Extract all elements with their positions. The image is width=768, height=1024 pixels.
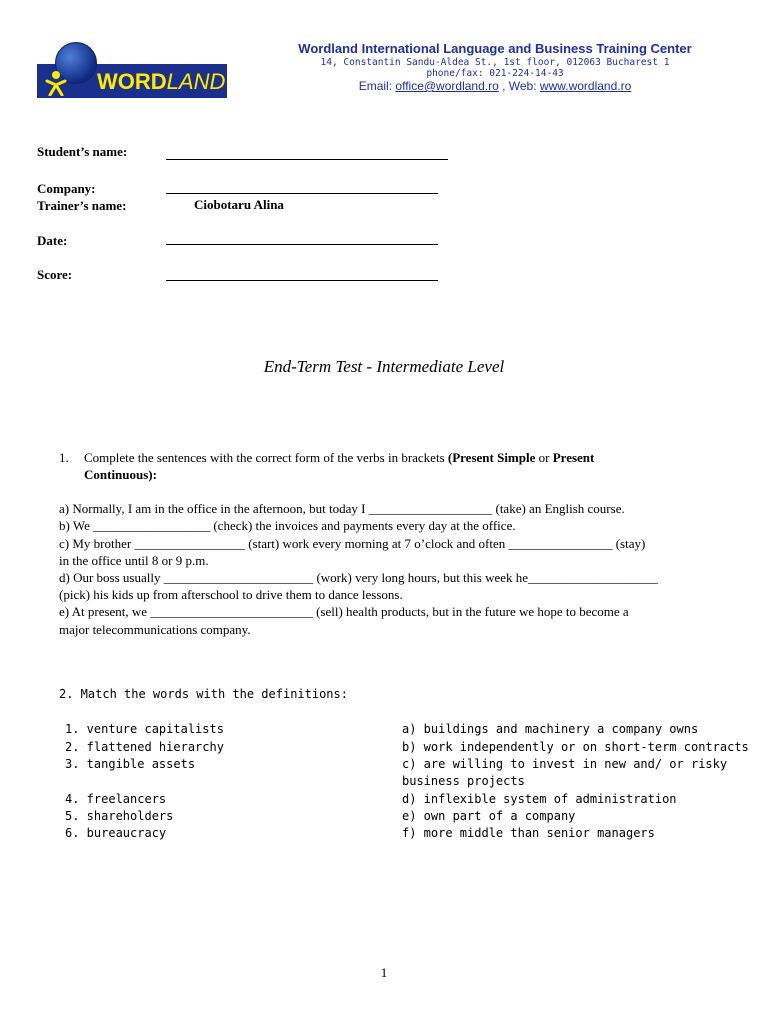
web-link[interactable]: www.wordland.ro (539, 79, 632, 93)
center-phone: phone/fax: 021-224-14-43 (426, 68, 564, 79)
ex2-def-b: b) work independently or on short-term contracts (402, 740, 749, 754)
company-line[interactable] (166, 193, 438, 194)
student-name-label: Student’s name: (37, 144, 128, 159)
ex2-word-6: 6. bureaucracy (65, 826, 167, 840)
ex2-word-2: 2. flattened hierarchy (65, 740, 224, 754)
student-name-line[interactable] (166, 159, 448, 160)
ex1-sentence-d: d) Our boss usually _______________________ (work) very long hours, but this week he____________________ (59, 570, 659, 585)
ex1-number: 1. (59, 450, 69, 465)
ex1-sentence-d-cont: (pick) his kids up from afterschool to drive them to dance lessons. (59, 587, 403, 602)
test-title: End-Term Test - Intermediate Level (263, 357, 505, 376)
ex2-word-3: 3. tangible assets (65, 757, 196, 771)
logo-wordmark: WORDLAND (97, 69, 226, 94)
ex1-sentence-c: c) My brother _________________ (start) work every morning at 7 o’clock and often ________________ (stay) (59, 536, 646, 551)
ex2-def-e: e) own part of a company (402, 809, 576, 823)
center-address: 14, Constantin Sandu-Aldea St., 1st floor, 012063 Bucharest 1 (320, 57, 670, 68)
ex2-def-d: d) inflexible system of administration (402, 792, 677, 806)
date-line[interactable] (166, 244, 438, 245)
ex2-def-c: c) are willing to invest in new and/ or risky (402, 757, 728, 771)
ex1-sentence-c-cont: in the office until 8 or 9 p.m. (59, 553, 209, 568)
wordland-logo (37, 40, 227, 98)
center-name: Wordland International Language and Business Training Center (298, 41, 692, 56)
ex1-sentence-a: a) Normally, I am in the office in the afternoon, but today I ___________________ (take) an English course. (59, 501, 625, 516)
score-label: Score: (37, 267, 73, 282)
ex2-word-1: 1. venture capitalists (65, 722, 224, 736)
page-number: 1 (380, 965, 388, 980)
ex1-sentence-b: b) We __________________ (check) the invoices and payments every day at the office. (59, 518, 516, 533)
ex1-instruction-cont: Continuous): (84, 467, 157, 482)
ex2-def-f: f) more middle than senior managers (402, 826, 655, 840)
ex2-word-4: 4. freelancers (65, 792, 167, 806)
date-label: Date: (37, 233, 68, 248)
ex2-word-5: 5. shareholders (65, 809, 174, 823)
email-link[interactable]: office@wordland.ro (395, 79, 499, 93)
ex1-instruction: Complete the sentences with the correct form of the verbs in brackets (Present Simple or Present (84, 450, 595, 465)
ex2-def-c-cont: business projects (402, 774, 525, 788)
ex2-def-a: a) buildings and machinery a company owns (402, 722, 699, 736)
score-line[interactable] (166, 280, 438, 281)
trainer-name-label: Trainer’s name: (37, 198, 127, 213)
ex1-sentence-e-cont: major telecommunications company. (59, 622, 251, 637)
contact-line: Email: office@wordland.ro , Web: www.wordland.ro (358, 79, 632, 93)
ex1-sentence-e: e) At present, we _________________________ (sell) health products, but in the future we hope to become a (59, 604, 629, 619)
person-icon (45, 70, 67, 96)
ex2-instruction: 2. Match the words with the definitions: (59, 687, 348, 701)
company-label: Company: (37, 181, 96, 196)
trainer-name-value: Ciobotaru Alina (194, 197, 284, 212)
